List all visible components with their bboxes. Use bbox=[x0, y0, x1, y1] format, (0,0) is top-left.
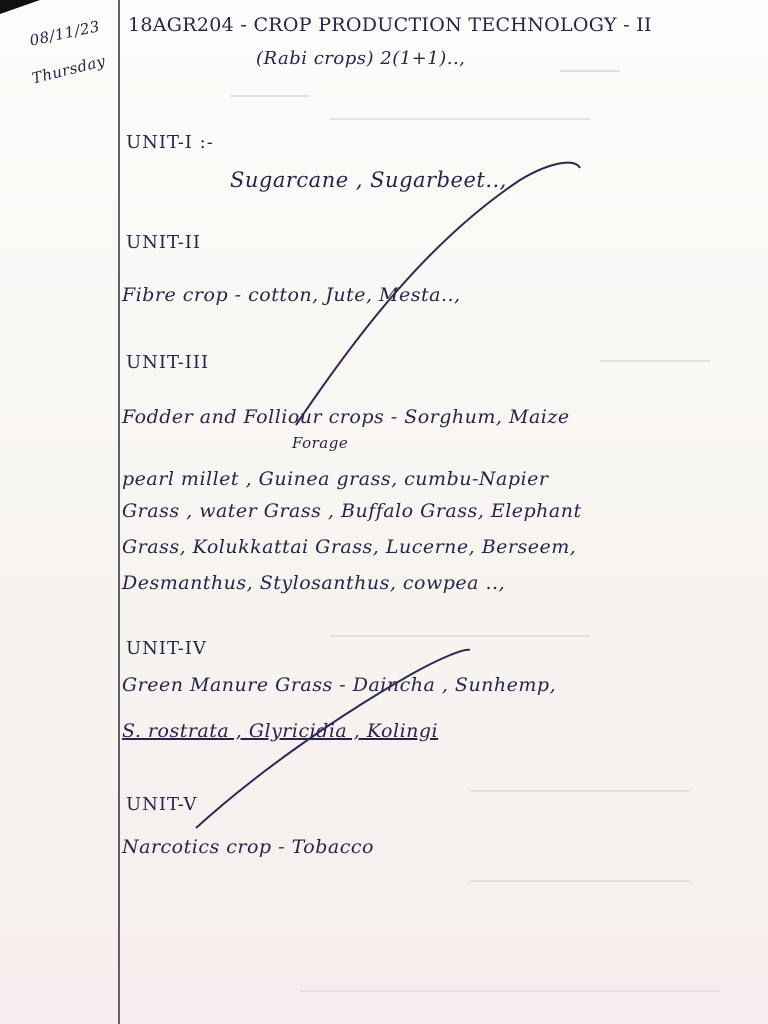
course-subtitle: (Rabi crops) 2(1+1).., bbox=[256, 48, 466, 69]
unit-1-heading: UNIT-I :- bbox=[126, 132, 214, 153]
unit-2-line: Fibre crop - cotton, Jute, Mesta.., bbox=[122, 284, 461, 306]
unit-3-line: Fodder and Folliour crops - Sorghum, Maize bbox=[122, 406, 570, 428]
day: Thursday bbox=[30, 51, 108, 88]
unit-3-correction: Forage bbox=[292, 434, 349, 452]
unit-1-line: Sugarcane , Sugarbeet.., bbox=[230, 168, 507, 192]
unit-4-line: S. rostrata , Glyricidia , Kolingi bbox=[122, 720, 439, 742]
course-title: 18AGR204 - CROP PRODUCTION TECHNOLOGY - II bbox=[128, 14, 652, 36]
diagonal-pen-stroke bbox=[196, 650, 470, 828]
date: 08/11/23 bbox=[28, 17, 102, 50]
unit-4-line: Green Manure Grass - Daincha , Sunhemp, bbox=[122, 674, 557, 696]
unit-4-heading: UNIT-IV bbox=[126, 638, 207, 659]
unit-3-line: Grass , water Grass , Buffalo Grass, Elephant bbox=[122, 500, 582, 522]
unit-3-line: pearl millet , Guinea grass, cumbu-Napier bbox=[122, 468, 549, 490]
unit-3-line: Grass, Kolukkattai Grass, Lucerne, Berseem, bbox=[122, 536, 577, 558]
unit-5-line: Narcotics crop - Tobacco bbox=[122, 836, 374, 858]
unit-5-heading: UNIT-V bbox=[126, 794, 198, 815]
unit-3-line: Desmanthus, Stylosanthus, cowpea .., bbox=[122, 572, 506, 594]
unit-2-heading: UNIT-II bbox=[126, 232, 202, 253]
unit-3-heading: UNIT-III bbox=[126, 352, 210, 373]
diagonal-pen-stroke bbox=[296, 163, 580, 425]
